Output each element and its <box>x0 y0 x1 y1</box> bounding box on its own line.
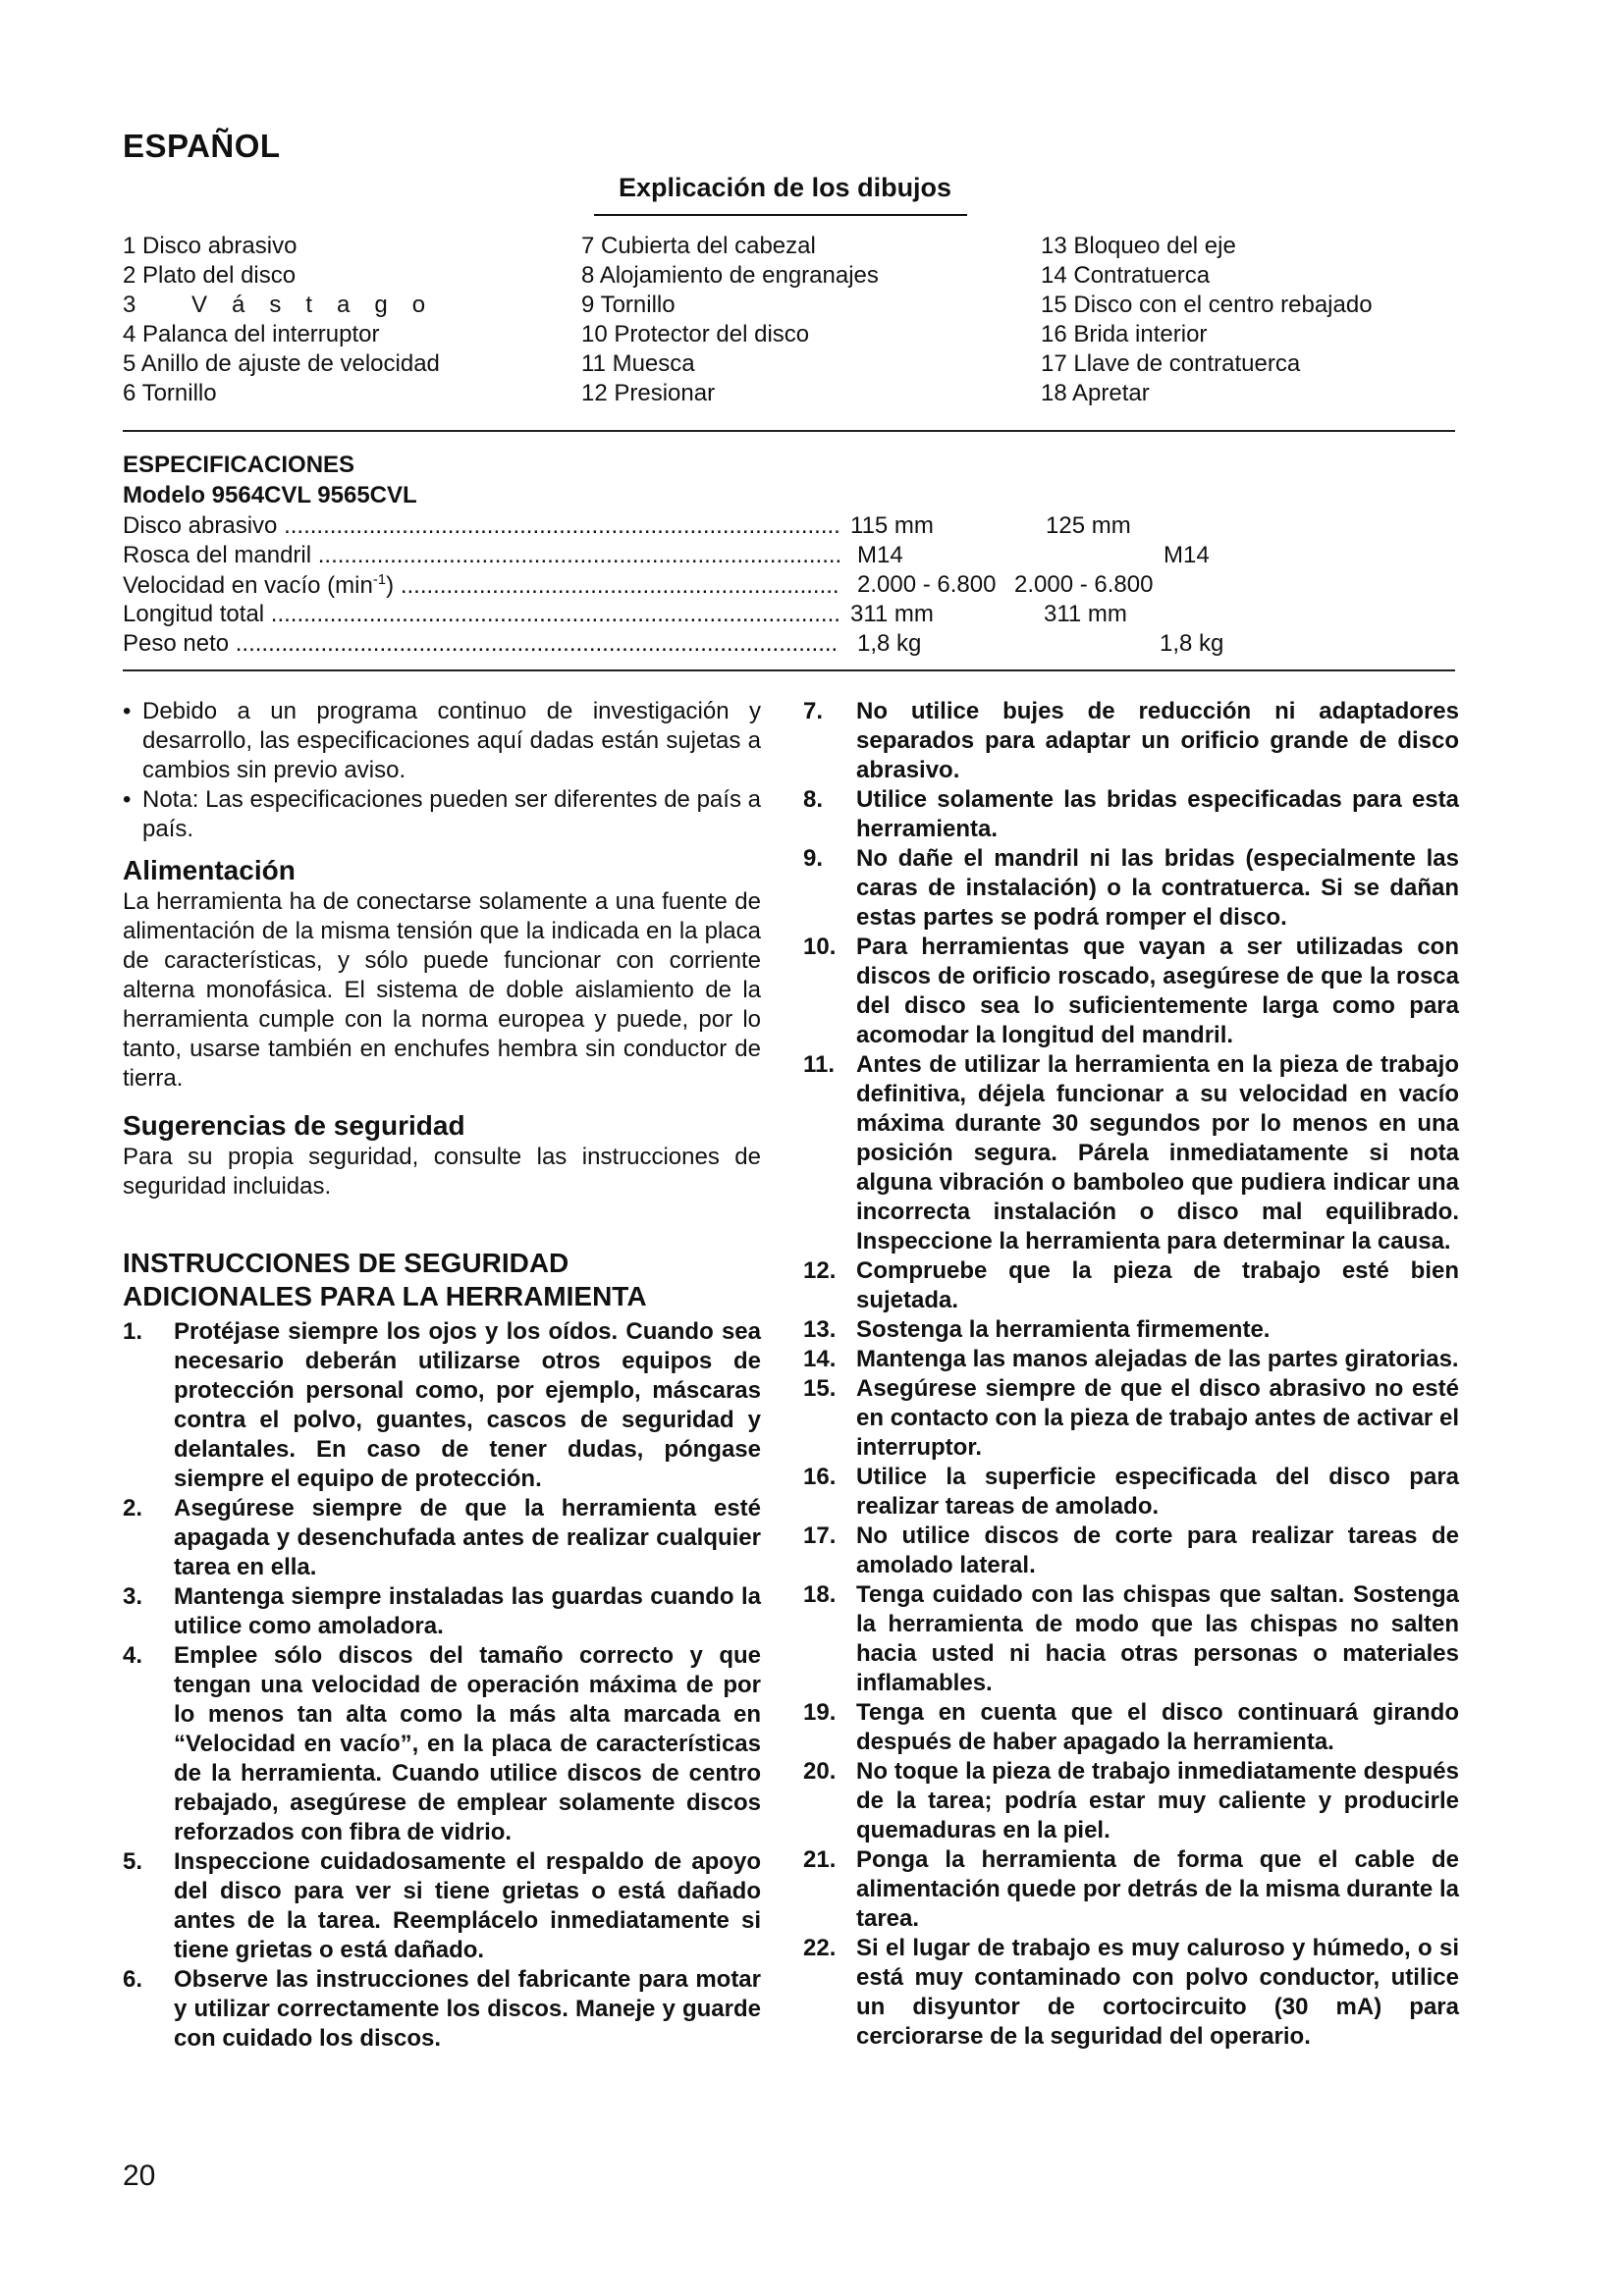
instruction-text: Utilice la superficie especificada del disco para realizar tareas de amolado. <box>856 1464 1459 1520</box>
instruction-number: 19. <box>803 1699 837 1726</box>
instruction-item <box>803 1698 1459 1757</box>
legend-item: 6 Tornillo <box>123 380 217 406</box>
instruction-number: 9. <box>803 845 824 872</box>
additional-heading-line2: ADICIONALES PARA LA HERRAMIENTA <box>123 1281 647 1311</box>
legend-title-underline <box>594 214 967 216</box>
right-column <box>803 697 1459 2052</box>
instruction-text: Si el lugar de trabajo es muy caluroso y húmedo, o si está muy contaminado con polvo conductor, utilice un disyuntor de cortocircuito (30 mA) para cerciorarse de la seguridad del operario. <box>856 1935 1459 2050</box>
instruction-item <box>123 1965 761 2054</box>
section-divider <box>123 669 1455 671</box>
instruction-text: Para herramientas que vayan a ser utilizadas con discos de orificio roscado, asegúrese de que la rosca del disco sea lo suficientemente larga como para acomodar la longitud del mandril. <box>856 934 1459 1048</box>
instruction-item <box>803 697 1459 785</box>
note-text: Debido a un programa continuo de investigación y desarrollo, las especificaciones aquí dadas están sujetas a cambios sin previo aviso. <box>142 698 761 783</box>
spec-label <box>123 571 839 600</box>
instruction-number: 12. <box>803 1257 837 1284</box>
legend-item: 3 Vástago <box>123 292 451 318</box>
instruction-text: Sostenga la herramienta firmemente. <box>856 1316 1271 1343</box>
instruction-item <box>123 1582 761 1641</box>
legend-column-1 <box>123 232 450 408</box>
instruction-text: Compruebe que la pieza de trabajo esté bien sujetada. <box>856 1257 1459 1313</box>
legend-item: 1 Disco abrasivo <box>123 233 298 259</box>
instruction-item <box>803 1463 1459 1522</box>
spec-label: Peso neto ..... <box>123 630 839 658</box>
instruction-text: Asegúrese siempre de que el disco abrasivo no esté en contacto con la pieza de trabajo antes de activar el interruptor. <box>856 1375 1459 1461</box>
instruction-number: 1. <box>123 1318 143 1345</box>
instruction-item <box>123 1494 761 1582</box>
instruction-item <box>803 1934 1459 2052</box>
spec-label-superscript: -1 <box>372 571 387 588</box>
instruction-item <box>803 1580 1459 1698</box>
instruction-text: Protéjase siempre los ojos y los oídos. Cuando sea necesario deberán utilizarse otros equipos de protección personal como, por ejemplo, máscaras contra el polvo, guantes, cascos de seguridad y delantales. En caso de tener dudas, póngase siempre el equipo de protección. <box>174 1318 761 1492</box>
legend-item: 2 Plato del disco <box>123 262 297 289</box>
instruction-item <box>803 1845 1459 1934</box>
instruction-text: No dañe el mandril ni las bridas (especialmente las caras de instalación) o la contratuerca. Si se dañan estas partes se podrá romper el disco. <box>856 845 1459 931</box>
instruction-text: No toque la pieza de trabajo inmediatamente después de la tarea; podría estar muy caliente y producirle quemaduras en la piel. <box>856 1758 1459 1843</box>
legend-item: 7 Cubierta del cabezal <box>581 233 816 259</box>
legend-item: 14 Contratuerca <box>1041 262 1211 289</box>
instructions-list-left <box>123 1317 761 2054</box>
spec-value-9565: 125 mm <box>1046 512 1131 539</box>
spec-label-close: ) <box>386 572 395 599</box>
instruction-number: 2. <box>123 1495 143 1522</box>
instruction-number: 14. <box>803 1346 837 1372</box>
legend-title: Explicación de los dibujos <box>619 173 952 202</box>
instruction-item <box>803 1374 1459 1463</box>
instruction-item <box>123 1317 761 1494</box>
instruction-number: 7. <box>803 698 824 724</box>
instruction-number: 5. <box>123 1848 143 1875</box>
language-heading: ESPAÑOL <box>123 128 281 164</box>
legend-item: 4 Palanca del interruptor <box>123 321 380 347</box>
legend-column-3 <box>1041 232 1373 408</box>
legend-item: 15 Disco con el centro rebajado <box>1041 292 1373 318</box>
safety-tips-text: Para su propia seguridad, consulte las instrucciones de seguridad incluidas. <box>123 1144 761 1200</box>
instruction-text: No utilice bujes de reducción ni adaptadores separados para adaptar un orificio grande de disco abrasivo. <box>856 698 1459 783</box>
additional-heading-line1: INSTRUCCIONES DE SEGURIDAD <box>123 1248 569 1278</box>
instruction-number: 13. <box>803 1316 837 1343</box>
instruction-text: Observe las instrucciones del fabricante para motar y utilizar correctamente los discos. Maneje y guarde con cuidado los discos. <box>174 1966 761 2052</box>
legend-item: 5 Anillo de ajuste de velocidad <box>123 350 440 377</box>
instruction-text: Emplee sólo discos del tamaño correcto y que tengan una velocidad de operación máxima de por lo menos tan alta como la más alta marcada en “Velocidad en vacío”, en la placa de características de la herramienta. Cuando utilice discos de centro rebajado, asegúrese de emplear solamente discos reforzados con fibra de vidrio. <box>174 1642 761 1845</box>
instruction-number: 21. <box>803 1846 837 1873</box>
left-column <box>123 697 761 2054</box>
instruction-number: 6. <box>123 1966 143 1993</box>
instruction-text: Ponga la herramienta de forma que el cable de alimentación quede por detrás de la misma durante la tarea. <box>856 1846 1459 1932</box>
legend-item: 17 Llave de contratuerca <box>1041 350 1301 377</box>
spec-value-9565: M14 <box>1164 542 1210 568</box>
instruction-number: 10. <box>803 934 837 960</box>
instruction-text: Tenga en cuenta que el disco continuará girando después de haber apagado la herramienta. <box>856 1699 1459 1755</box>
instruction-item <box>803 1050 1459 1256</box>
instruction-item <box>123 1847 761 1965</box>
power-text: La herramienta ha de conectarse solamente a una fuente de alimentación de la misma tensión que la indicada en la placa de características, y sólo puede funcionar con corriente alterna monofásica. El sistema de doble aislamiento de la herramienta cumple con la norma europea y puede, por lo tanto, usarse también en enchufes hembra sin conductor de tierra. <box>123 888 761 1092</box>
instruction-item <box>803 933 1459 1050</box>
specs-model: Modelo 9564CVL 9565CVL <box>123 482 417 508</box>
legend-item: 12 Presionar <box>581 380 716 406</box>
instruction-item <box>803 1345 1459 1374</box>
instruction-number: 18. <box>803 1581 837 1608</box>
instruction-number: 22. <box>803 1935 837 1961</box>
legend-item: 18 Apretar <box>1041 380 1150 406</box>
instruction-item <box>803 1256 1459 1315</box>
legend-item: 13 Bloqueo del eje <box>1041 233 1236 259</box>
instruction-item <box>803 1315 1459 1345</box>
instruction-text: Inspeccione cuidadosamente el respaldo de apoyo del disco para ver si tiene grietas o está dañado antes de la tarea. Reemplácelo inmediatamente si tiene grietas o está dañado. <box>174 1848 761 1963</box>
spec-label: Longitud total ..... <box>123 601 839 628</box>
safety-tips-heading: Sugerencias de seguridad <box>123 1110 465 1141</box>
instruction-text: No utilice discos de corte para realizar tareas de amolado lateral. <box>856 1522 1459 1578</box>
spec-value-9564: 1,8 kg <box>851 630 921 658</box>
instruction-item <box>803 1522 1459 1580</box>
instruction-number: 17. <box>803 1522 837 1549</box>
legend-item: 11 Muesca <box>581 350 695 377</box>
legend-item: 10 Protector del disco <box>581 321 810 347</box>
spec-label: Disco abrasivo ..... <box>123 512 839 540</box>
power-heading: Alimentación <box>123 855 296 885</box>
spec-value-9564: 311 mm <box>844 601 934 628</box>
spec-value-9565: 311 mm <box>1044 601 1127 627</box>
instruction-item <box>803 844 1459 933</box>
instruction-item <box>803 785 1459 844</box>
legend-item: 9 Tornillo <box>581 292 676 318</box>
spec-value-9564: 115 mm <box>844 512 934 540</box>
legend-column-2 <box>581 232 879 408</box>
specs-title: ESPECIFICACIONES <box>123 452 355 478</box>
note-text: Nota: Las especificaciones pueden ser diferentes de país a país. <box>142 786 761 842</box>
instruction-number: 3. <box>123 1583 143 1610</box>
note-item: • Debido a un programa continuo de investigación y desarrollo, las especificaciones aquí dadas están sujetas a cambios sin previo aviso. <box>123 698 761 783</box>
instruction-text: Antes de utilizar la herramienta en la pieza de trabajo definitiva, déjela funcionar a su velocidad en vacío máxima durante 30 segundos por lo menos en una posición segura. Párela inmediatamente si nota alguna vibración o bamboleo que pudiera indicar una incorrecta instalación o disco mal equilibrado. Inspeccione la herramienta para determinar la causa. <box>856 1051 1459 1255</box>
legend-item: 16 Brida interior <box>1041 321 1208 347</box>
instruction-number: 16. <box>803 1464 837 1490</box>
instruction-number: 11. <box>803 1051 836 1078</box>
spec-value-9564: M14 <box>851 542 903 569</box>
spec-value-9565: 1,8 kg <box>1160 630 1224 657</box>
instruction-item <box>123 1641 761 1847</box>
instruction-number: 8. <box>803 786 824 813</box>
spec-label-text: Velocidad en vacío (min <box>123 572 373 599</box>
note-item: • Nota: Las especificaciones pueden ser diferentes de país a país. <box>123 786 761 842</box>
spec-value-9565: 2.000 - 6.800 <box>1014 571 1154 598</box>
instruction-text: Mantenga siempre instaladas las guardas cuando la utilice como amoladora. <box>174 1583 761 1639</box>
instruction-number: 15. <box>803 1375 837 1402</box>
spec-label: Rosca del mandril ..... <box>123 542 839 569</box>
instruction-number: 20. <box>803 1758 837 1785</box>
section-divider <box>123 430 1455 432</box>
instruction-number: 4. <box>123 1642 143 1669</box>
instruction-text: Asegúrese siempre de que la herramienta esté apagada y desenchufada antes de realizar cualquier tarea en ella. <box>174 1495 761 1580</box>
instruction-text: Utilice solamente las bridas especificadas para esta herramienta. <box>856 786 1459 842</box>
instruction-text: Tenga cuidado con las chispas que saltan. Sostenga la herramienta de modo que las chispas no salten hacia usted ni hacia otras personas o materiales inflamables. <box>856 1581 1459 1696</box>
page-number: 20 <box>123 2160 156 2192</box>
legend-item: 8 Alojamiento de engranajes <box>581 262 879 289</box>
instruction-item <box>803 1757 1459 1845</box>
instruction-text: Mantenga las manos alejadas de las partes giratorias. <box>856 1346 1459 1372</box>
spec-value-9564: 2.000 - 6.800 <box>851 571 996 599</box>
additional-heading <box>123 1247 761 1313</box>
